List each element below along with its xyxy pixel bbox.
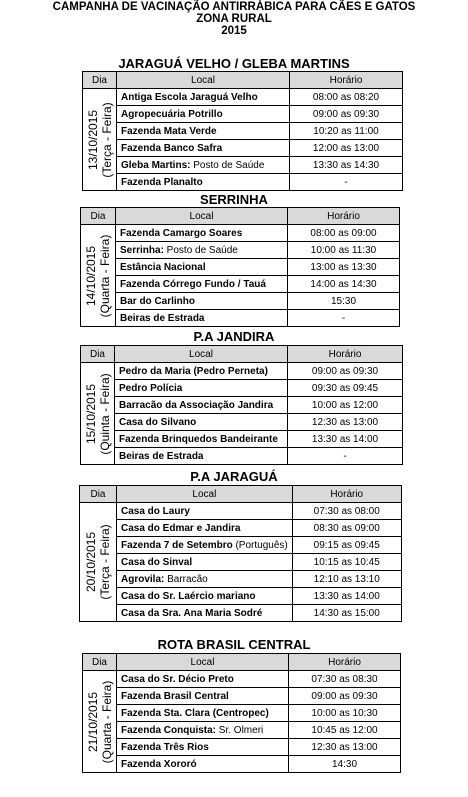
table-row — [81, 380, 403, 397]
location-cell — [117, 106, 290, 123]
location-name: Fazenda Camargo Soares — [120, 227, 243, 239]
table-row — [81, 293, 400, 310]
location-cell — [117, 89, 290, 106]
day-cell — [83, 671, 117, 773]
schedule-table — [80, 345, 403, 465]
time-cell: 14:30 as 15:00 — [292, 605, 401, 622]
campaign-title: CAMPANHA DE VACINAÇÃO ANTIRRÁBICA PARA CÃES E GATOS — [52, 1, 416, 13]
location-cell — [117, 520, 293, 537]
location-name: Casa da Sra. Ana Maria Sodré — [121, 607, 263, 619]
time-cell: 12:30 as 13:00 — [289, 739, 401, 756]
table-row — [80, 503, 402, 520]
location-cell — [115, 448, 288, 465]
column-header-local: Local — [117, 654, 289, 671]
location-cell — [115, 397, 288, 414]
time-cell: 07:30 as 08:00 — [292, 503, 401, 520]
day-cell — [81, 225, 116, 327]
location-name: Bar do Carlinho — [120, 295, 196, 307]
time-cell: 09:15 as 09:45 — [292, 537, 401, 554]
time-cell: 09:00 as 09:30 — [289, 688, 401, 705]
location-name: Estância Nacional — [120, 261, 206, 273]
table-header-row — [83, 654, 401, 671]
location-cell — [117, 140, 290, 157]
table-row — [81, 259, 400, 276]
location-cell — [115, 380, 288, 397]
location-cell — [117, 123, 290, 140]
location-detail: Sr. Olmeri — [216, 724, 264, 736]
location-name: Pedro Polícia — [119, 382, 183, 394]
location-name: Agrovila: — [121, 573, 165, 585]
table-row — [83, 688, 401, 705]
schedule-table — [79, 485, 402, 622]
time-cell: 13:00 as 13:30 — [288, 259, 400, 276]
location-name: Fazenda 7 de Setembro — [121, 539, 233, 551]
schedule-table — [80, 207, 400, 327]
table-row — [80, 520, 402, 537]
location-cell — [115, 431, 288, 448]
time-cell: 08:00 as 08:20 — [290, 89, 403, 106]
table-row — [81, 363, 403, 380]
day-date: 21/10/2015 — [85, 691, 100, 752]
table-row — [81, 242, 400, 259]
time-cell: 08:30 as 09:00 — [292, 520, 401, 537]
location-name: Antiga Escola Jaraguá Velho — [121, 91, 258, 103]
location-name: Beiras de Estrada — [120, 312, 205, 324]
column-header-horario: Horário — [292, 486, 401, 503]
time-cell: 12:10 as 13:10 — [292, 571, 401, 588]
table-row — [81, 448, 403, 465]
table-header-row — [81, 346, 403, 363]
column-header-horario: Horário — [288, 208, 400, 225]
table-row — [83, 140, 403, 157]
location-name: Pedro da Maria (Pedro Perneta) — [119, 365, 268, 377]
location-name: Casa do Sr. Laércio mariano — [121, 590, 256, 602]
day-date: 15/10/2015 — [83, 383, 98, 444]
column-header-horario: Horário — [290, 72, 403, 89]
time-cell: - — [288, 448, 403, 465]
time-cell: 10:45 as 12:00 — [289, 722, 401, 739]
location-name: Casa do Silvano — [119, 416, 197, 428]
location-cell — [117, 705, 289, 722]
location-cell — [117, 157, 290, 174]
time-cell: 14:00 as 14:30 — [288, 276, 400, 293]
day-weekday: (Quarta - Feira) — [98, 234, 112, 317]
table-row — [81, 276, 400, 293]
table-header-row — [80, 486, 402, 503]
day-weekday: (Quinta - Feira) — [97, 372, 112, 455]
location-name: Casa do Edmar e Jandira — [121, 522, 241, 534]
location-cell — [117, 503, 293, 520]
location-name: Serrinha: — [120, 244, 164, 256]
time-cell: 10:15 as 10:45 — [292, 554, 401, 571]
table-row — [83, 89, 403, 106]
location-cell — [116, 293, 288, 310]
location-name: Agropecuária Potrillo — [121, 108, 223, 120]
table-row — [81, 310, 400, 327]
location-name: Beiras de Estrada — [119, 450, 204, 462]
column-header-horario: Horário — [289, 654, 401, 671]
table-row — [81, 431, 403, 448]
table-row — [80, 554, 402, 571]
column-header-dia: Dia — [83, 72, 117, 89]
location-name: Barracão da Associação Jandira — [119, 399, 274, 411]
location-cell — [117, 605, 293, 622]
location-cell — [117, 537, 293, 554]
time-cell: 08:00 as 09:00 — [288, 225, 400, 242]
location-name: Casa do Laury — [121, 505, 190, 517]
column-header-dia: Dia — [81, 208, 116, 225]
table-row — [80, 571, 402, 588]
day-cell — [83, 89, 117, 191]
column-header-local: Local — [117, 72, 290, 89]
location-cell — [117, 671, 289, 688]
time-cell: 09:00 as 09:30 — [290, 106, 403, 123]
time-cell: 14:30 — [289, 756, 401, 773]
table-row — [83, 671, 401, 688]
table-row — [83, 705, 401, 722]
location-cell — [117, 174, 290, 191]
location-detail: Posto de Saúde — [190, 159, 265, 171]
location-cell — [117, 756, 289, 773]
location-cell — [116, 310, 288, 327]
table-row — [83, 722, 401, 739]
table-row — [83, 739, 401, 756]
time-cell: 12:00 as 13:00 — [290, 140, 403, 157]
location-cell — [117, 554, 293, 571]
table-row — [81, 397, 403, 414]
time-cell: 13:30 as 14:00 — [288, 431, 403, 448]
day-date: 13/10/2015 — [85, 109, 100, 170]
table-row — [81, 414, 403, 431]
location-name: Fazenda Córrego Fundo / Tauá — [120, 278, 266, 290]
table-row — [83, 106, 403, 123]
schedule-table — [82, 71, 403, 191]
location-cell — [117, 739, 289, 756]
location-name: Fazenda Brinquedos Bandeirante — [119, 433, 278, 445]
time-cell: 13:30 as 14:00 — [292, 588, 401, 605]
column-header-dia: Dia — [81, 346, 115, 363]
day-weekday: (Quarta - Feira) — [99, 680, 114, 763]
column-header-horario: Horário — [288, 346, 403, 363]
table-row — [83, 157, 403, 174]
schedule-table — [82, 653, 401, 773]
location-detail: Barracão — [164, 573, 208, 585]
campaign-year: 2015 — [221, 25, 247, 37]
time-cell: - — [290, 174, 403, 191]
location-detail: (Português) — [232, 539, 288, 551]
column-header-dia: Dia — [83, 654, 117, 671]
campaign-subtitle: ZONA RURAL — [196, 13, 272, 25]
location-name: Fazenda Mata Verde — [121, 125, 217, 137]
day-weekday: (Terça - Feira) — [99, 101, 114, 178]
column-header-local: Local — [116, 208, 288, 225]
location-cell — [117, 571, 293, 588]
table-row — [81, 225, 400, 242]
location-detail: Posto de Saúde — [163, 244, 238, 256]
table-row — [83, 174, 403, 191]
time-cell: 09:00 as 09:30 — [288, 363, 403, 380]
day-cell — [81, 363, 115, 465]
time-cell: 10:00 as 12:00 — [288, 397, 403, 414]
time-cell: 15:30 — [288, 293, 400, 310]
section-title: P.A JARAGUÁ — [190, 469, 278, 484]
location-cell — [116, 276, 288, 293]
table-header-row — [81, 208, 400, 225]
table-header-row — [83, 72, 403, 89]
column-header-dia: Dia — [80, 486, 117, 503]
location-cell — [117, 688, 289, 705]
location-cell — [116, 259, 288, 276]
table-row — [83, 123, 403, 140]
location-name: Casa do Sinval — [121, 556, 193, 568]
location-name: Fazenda Três Rios — [121, 741, 209, 753]
section-title: SERRINHA — [200, 192, 268, 207]
day-weekday: (Terça - Feira) — [98, 524, 112, 600]
day-date: 14/10/2015 — [84, 245, 98, 306]
location-name: Fazenda Xororó — [121, 758, 197, 770]
table-row — [80, 605, 402, 622]
location-name: Fazenda Conquista: — [121, 724, 217, 736]
location-cell — [115, 363, 288, 380]
time-cell: - — [288, 310, 400, 327]
time-cell: 12:30 as 13:00 — [288, 414, 403, 431]
section-title: ROTA BRASIL CENTRAL — [157, 637, 311, 652]
location-cell — [116, 242, 288, 259]
section-title: JARAGUÁ VELHO / GLEBA MARTINS — [118, 56, 350, 71]
time-cell: 10:20 as 11:00 — [290, 123, 403, 140]
section-title: P.A JANDIRA — [193, 329, 275, 344]
table-row — [80, 537, 402, 554]
location-cell — [115, 414, 288, 431]
location-name: Gleba Martins: — [121, 159, 191, 171]
location-name: Casa do Sr. Décio Preto — [121, 673, 234, 685]
column-header-local: Local — [115, 346, 288, 363]
time-cell: 13:30 as 14:30 — [290, 157, 403, 174]
column-header-local: Local — [117, 486, 293, 503]
location-name: Fazenda Banco Safra — [121, 142, 223, 154]
table-row — [80, 588, 402, 605]
location-cell — [116, 225, 288, 242]
table-row — [83, 756, 401, 773]
location-name: Fazenda Brasil Central — [121, 690, 229, 702]
location-cell — [117, 588, 293, 605]
time-cell: 07:30 as 08:30 — [289, 671, 401, 688]
time-cell: 09:30 as 09:45 — [288, 380, 403, 397]
day-cell — [80, 503, 117, 622]
day-date: 20/10/2015 — [84, 531, 98, 593]
time-cell: 10:00 as 10:30 — [289, 705, 401, 722]
location-name: Fazenda Sta. Clara (Centropec) — [121, 707, 269, 719]
location-cell — [117, 722, 289, 739]
time-cell: 10:00 as 11:30 — [288, 242, 400, 259]
location-name: Fazenda Planalto — [121, 176, 203, 188]
